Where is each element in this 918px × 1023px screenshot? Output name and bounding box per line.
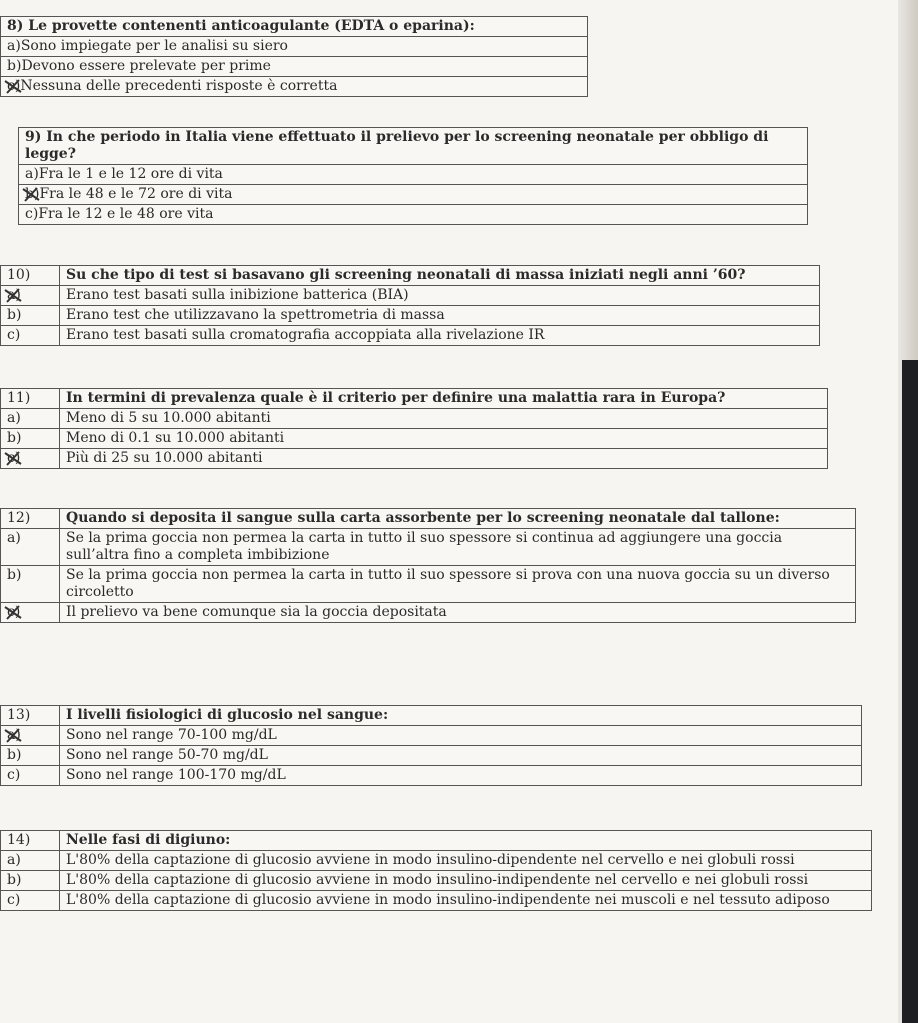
question-9-text: 9) In che periodo in Italia viene effettuato il prelievo per lo screening neonatale per obbligo di legge?	[19, 128, 808, 165]
question-10-text: Su che tipo di test si basavano gli screening neonatali di massa iniziati negli anni ’60?	[60, 266, 820, 286]
question-13-option-b[interactable]: b) Sono nel range 50-70 mg/dL	[1, 746, 862, 766]
question-11-option-b[interactable]: b) Meno di 0.1 su 10.000 abitanti	[1, 429, 828, 449]
question-12-text: Quando si deposita il sangue sulla carta assorbente per lo screening neonatale dal tallone:	[60, 509, 856, 529]
question-13-text: I livelli fisiologici di glucosio nel sangue:	[60, 706, 862, 726]
question-10-option-b[interactable]: b) Erano test che utilizzavano la spettrometria di massa	[1, 306, 820, 326]
check-mark-icon: c)	[7, 450, 21, 466]
question-9	[18, 127, 808, 225]
question-11-text: In termini di prevalenza quale è il criterio per definire una malattia rara in Europa?	[60, 389, 828, 409]
question-14	[0, 830, 872, 911]
question-14-option-c[interactable]: c) L'80% della captazione di glucosio avviene in modo insulino-indipendente nei muscoli e nel tessuto adiposo	[1, 891, 872, 911]
question-10-number: 10)	[1, 266, 60, 286]
check-mark-icon: a)	[7, 727, 21, 743]
question-12-option-a[interactable]: a) Se la prima goccia non permea la carta in tutto il suo spessore si continua ad aggiungere una goccia sull’altra fino a completa imbibizione	[1, 529, 856, 566]
question-11-option-c[interactable]: c) Più di 25 su 10.000 abitanti	[1, 449, 828, 469]
question-8-option-c[interactable]: c)Nessuna delle precedenti risposte è corretta	[1, 77, 588, 97]
question-9-option-a[interactable]: a)Fra le 1 e le 12 ore di vita	[19, 165, 808, 185]
question-12-number: 12)	[1, 509, 60, 529]
check-mark-icon: a)	[7, 287, 21, 303]
question-13-option-a[interactable]: a) Sono nel range 70-100 mg/dL	[1, 726, 862, 746]
question-12-option-c[interactable]: c) Il prelievo va bene comunque sia la goccia depositata	[1, 603, 856, 623]
question-13-number: 13)	[1, 706, 60, 726]
question-12	[0, 508, 856, 623]
question-8-option-b[interactable]: b)Devono essere prelevate per prime	[1, 57, 588, 77]
check-mark-icon: c)	[7, 604, 21, 620]
question-9-option-c[interactable]: c)Fra le 12 e le 48 ore vita	[19, 205, 808, 225]
question-10-option-c[interactable]: c) Erano test basati sulla cromatografia accoppiata alla rivelazione IR	[1, 326, 820, 346]
question-9-option-b[interactable]: b)Fra le 48 e le 72 ore di vita	[19, 185, 808, 205]
question-11	[0, 388, 828, 469]
question-13-option-c[interactable]: c) Sono nel range 100-170 mg/dL	[1, 766, 862, 786]
question-8-option-a[interactable]: a)Sono impiegate per le analisi su siero	[1, 37, 588, 57]
question-14-text: Nelle fasi di digiuno:	[60, 831, 872, 851]
question-12-option-b[interactable]: b) Se la prima goccia non permea la carta in tutto il suo spessore si prova con una nuova goccia su un diverso circoletto	[1, 566, 856, 603]
question-13	[0, 705, 862, 786]
question-10	[0, 265, 820, 346]
question-10-option-a[interactable]: a) Erano test basati sulla inibizione batterica (BIA)	[1, 286, 820, 306]
question-8-text: 8) Le provette contenenti anticoagulante (EDTA o eparina):	[1, 17, 588, 37]
question-11-option-a[interactable]: a) Meno di 5 su 10.000 abitanti	[1, 409, 828, 429]
question-14-option-a[interactable]: a) L'80% della captazione di glucosio avviene in modo insulino-dipendente nel cervello e nei globuli rossi	[1, 851, 872, 871]
question-14-number: 14)	[1, 831, 60, 851]
check-mark-icon: b)	[25, 186, 40, 202]
dark-background	[902, 360, 918, 1023]
question-8	[0, 16, 588, 97]
question-11-number: 11)	[1, 389, 60, 409]
question-14-option-b[interactable]: b) L'80% della captazione di glucosio avviene in modo insulino-indipendente nel cervello e nei globuli rossi	[1, 871, 872, 891]
check-mark-icon: c)	[7, 78, 21, 94]
